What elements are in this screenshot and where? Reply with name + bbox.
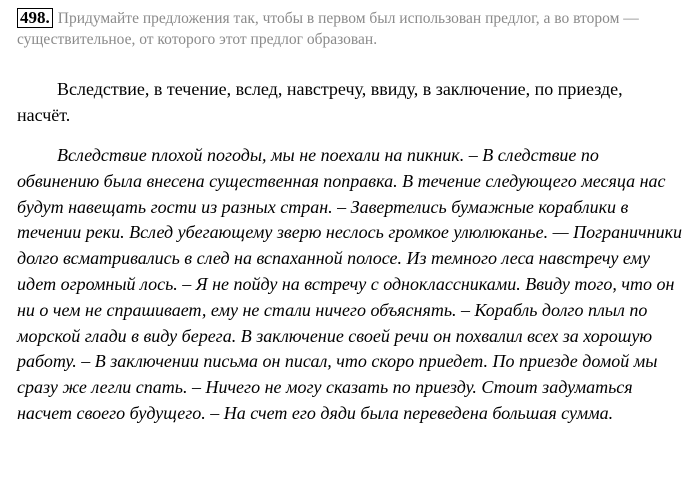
task-instruction: Придумайте предложения так, чтобы в первом был использован предлог, а во втором — существительное, от которого этот предлог образован. [17,10,639,48]
answer-text: Вследствие плохой погоды, мы не поехали на пикник. – В следствие по обвинению была внесена существенная поправка. В течение следующего месяца нас будут навещать гости из разных стран. – Завертелись бумажные кораблики в течении реки. Вслед убегающему зверю неслось громкое улюлюканье. — Пограничники долго всматривались в след на вспаханной полосе. Из темного леса навстречу ему идет огромный лось. – Я не пойду на встречу с одноклассниками. Ввиду того, что он ни о чем не спрашивает, ему не стали ничего объяснять. – Корабль долго плыл по морской глади в виду берега. В заключение своей речи он похвалил всех за хорошую работу. – В заключении письма он писал, что скоро приедет. По приезде домой мы сразу же легли спать. – Ничего не могу сказать по приезду. Стоит задуматься насчет своего будущего. – На счет его дяди была переведена большая сумма. [17,145,682,423]
task-header [17,8,687,50]
word-list: Вследствие, в течение, вслед, навстречу, ввиду, в заключение, по приезде, насчёт. [17,79,623,125]
task-number-badge: 498. [17,8,53,28]
